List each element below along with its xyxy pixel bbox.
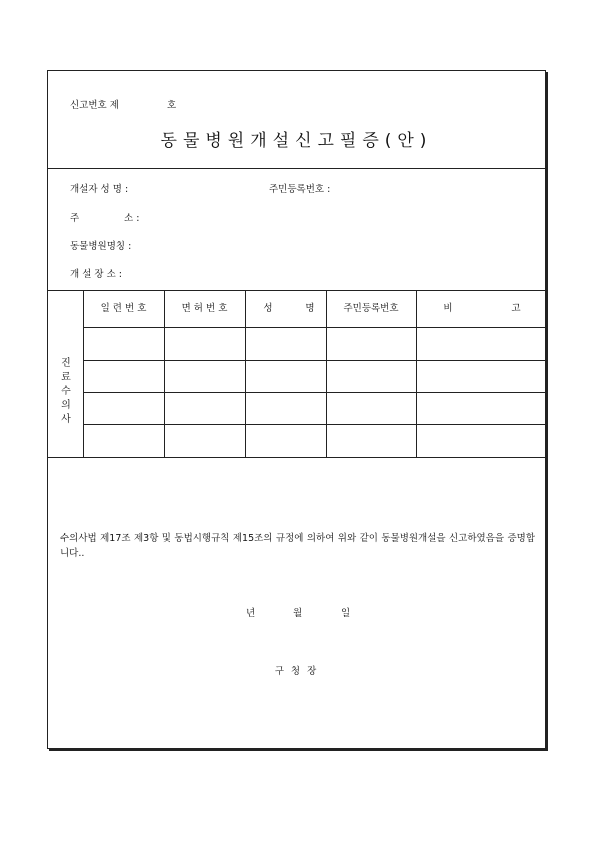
certification-statement: 수의사법 제17조 제3항 및 동법시행규칙 제15조의 규정에 의하여 위와 같이 동물병원개설을 신고하였음을 증명합니다.. — [60, 533, 535, 559]
address-label: 주 — [70, 213, 80, 224]
address-label-end: 소 : — [124, 213, 140, 224]
signer-title: 구 청 장 — [274, 666, 319, 677]
location-label: 개 설 장 소 : — [70, 269, 122, 280]
certificate-frame — [47, 70, 546, 749]
hospital-name-label: 동물병원명칭 : — [70, 241, 132, 252]
header-remarks-part2: 고 — [511, 303, 521, 314]
vet-side-label: 진 료 수 의 사 — [61, 358, 71, 425]
table-row — [84, 393, 545, 424]
header-license-number: 면 허 번 호 — [181, 303, 228, 314]
header-name-part1: 성 — [263, 303, 273, 314]
table-row — [84, 361, 545, 392]
date-year: 년 — [246, 608, 256, 619]
table-bottom-border — [48, 457, 545, 458]
header-serial-number: 일 련 번 호 — [100, 303, 147, 314]
header-name-part2: 명 — [305, 303, 315, 314]
date-month: 월 — [293, 608, 303, 619]
header-divider — [48, 168, 545, 169]
header-remarks-part1: 비 — [443, 303, 453, 314]
report-number-suffix: 호 — [167, 100, 177, 111]
table-row — [84, 425, 545, 457]
vet-table — [48, 290, 545, 457]
founder-name-label: 개설자 성 명 : — [70, 184, 129, 195]
date-day: 일 — [341, 608, 351, 619]
resident-id-label: 주민등록번호 : — [269, 184, 331, 195]
header-resident-id: 주민등록번호 — [343, 303, 399, 314]
report-number-label: 신고번호 제 — [70, 100, 119, 111]
document-title: 동물병원개설신고필증(안) — [160, 131, 433, 151]
table-row — [84, 328, 545, 360]
